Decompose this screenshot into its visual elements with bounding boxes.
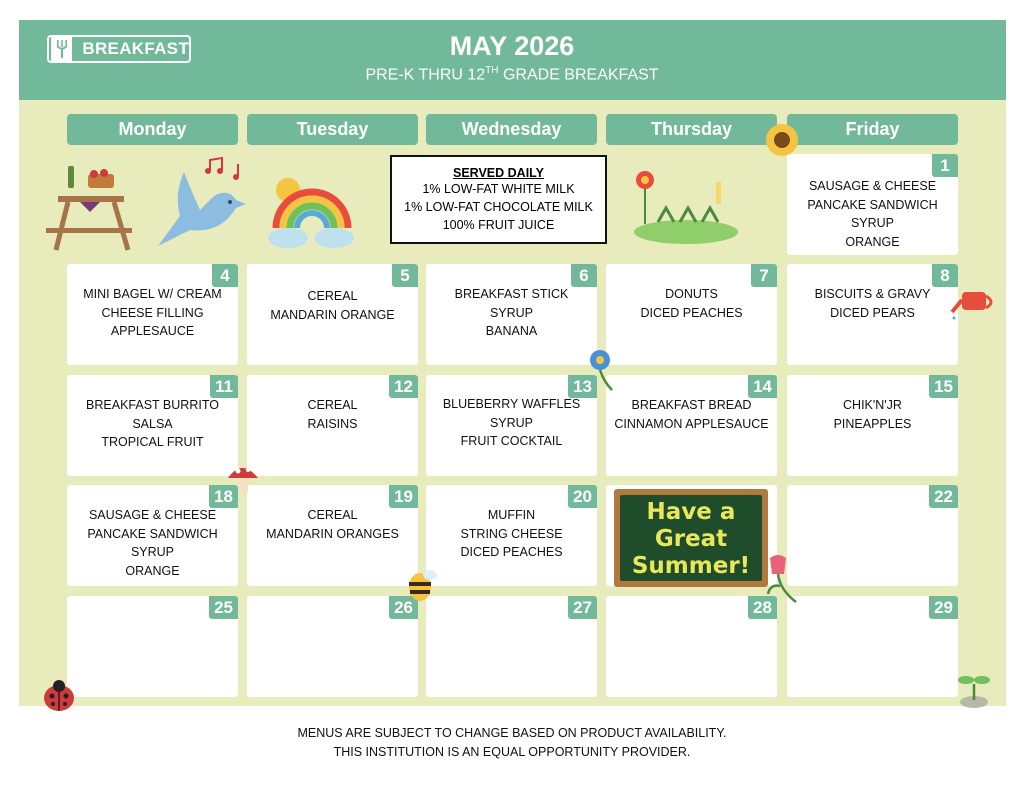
day-header-thursday: Thursday [606, 114, 777, 145]
footer-notice [0, 724, 1024, 761]
day-cell [787, 154, 958, 255]
music-notes-icon [204, 156, 246, 188]
day-number: 7 [751, 264, 777, 287]
day-cell [426, 596, 597, 697]
day-number: 27 [568, 596, 597, 619]
footer-line: MENUS ARE SUBJECT TO CHANGE BASED ON PRODUCT AVAILABILITY. [297, 726, 727, 740]
day-cell [426, 264, 597, 365]
menu-items [787, 177, 958, 251]
day-number: 19 [389, 485, 418, 508]
day-number: 15 [929, 375, 958, 398]
menu-item: SYRUP [489, 305, 534, 320]
menu-item: STRING CHEESE [460, 526, 563, 541]
day-cell [787, 375, 958, 476]
menu-item: MINI BAGEL W/ CREAM [83, 287, 222, 301]
menu-item: SYRUP [130, 545, 175, 559]
menu-item: DICED PEARS [830, 305, 915, 320]
menu-item: SAUSAGE & CHEESE [808, 179, 937, 193]
menu-item: ORANGE [125, 563, 180, 578]
day-cell [606, 375, 777, 476]
menu-item: MUFFIN [487, 508, 536, 522]
menu-items [426, 395, 597, 451]
bee-icon [400, 563, 440, 605]
menu-item: BREAKFAST BREAD [631, 398, 752, 412]
page-subtitle [0, 65, 1024, 84]
day-number: 28 [748, 596, 777, 619]
menu-item: CINNAMON APPLESAUCE [614, 416, 769, 431]
menu-item: BLUEBERRY WAFFLES [442, 397, 581, 411]
menu-items [247, 506, 418, 543]
menu-items [247, 287, 418, 324]
day-cell [606, 264, 777, 365]
menu-item: PANCAKE SANDWICH [807, 197, 938, 212]
menu-item: BANANA [485, 324, 538, 338]
menu-items [426, 506, 597, 562]
menu-item: BREAKFAST BURRITO [86, 398, 219, 412]
menu-item: SALSA [132, 416, 173, 431]
menu-item: BREAKFAST STICK [454, 287, 569, 301]
watering-can-icon [950, 282, 996, 322]
menu-items [247, 396, 418, 433]
chalkboard-text [620, 495, 762, 581]
day-cell [787, 485, 958, 586]
day-cell [67, 596, 238, 697]
served-daily-item: 1% LOW-FAT WHITE MILK [422, 182, 575, 196]
menu-item: SYRUP [850, 216, 895, 230]
menu-item: RAISINS [307, 416, 358, 431]
day-number: 18 [209, 485, 238, 508]
day-number: 29 [929, 596, 958, 619]
day-header-tuesday: Tuesday [247, 114, 418, 145]
ladybug-icon [38, 676, 80, 716]
page-title: MAY 2026 [449, 31, 575, 61]
menu-item: SYRUP [489, 415, 534, 430]
badge-label: BREAKFAST [82, 39, 189, 58]
mushroom-icon [226, 460, 260, 498]
served-daily-item: 1% LOW-FAT CHOCOLATE MILK [404, 200, 593, 214]
picnic-table-icon [44, 160, 136, 254]
menu-item: FRUIT COCKTAIL [460, 434, 563, 448]
day-cell [247, 375, 418, 476]
served-daily-box [390, 155, 607, 244]
day-cell [426, 375, 597, 476]
menu-item: ORANGE [845, 234, 900, 249]
menu-items [606, 396, 777, 433]
day-header-monday: Monday [67, 114, 238, 145]
day-number: 6 [571, 264, 597, 287]
day-number: 20 [568, 485, 597, 508]
day-cell [67, 375, 238, 476]
served-daily-item: 100% FRUIT JUICE [442, 218, 555, 232]
chalkboard-line: Summer! [631, 553, 751, 579]
served-daily-title: SERVED DAILY [452, 166, 544, 180]
tulip-icon [764, 554, 800, 606]
menu-item: MANDARIN ORANGE [270, 307, 395, 322]
menu-item: CEREAL [307, 508, 358, 522]
menu-item: SAUSAGE & CHEESE [88, 508, 217, 522]
menu-item: DICED PEACHES [460, 545, 563, 559]
day-number: 14 [748, 375, 777, 398]
menu-items [606, 285, 777, 322]
day-number: 11 [210, 375, 238, 398]
day-number: 4 [212, 264, 238, 287]
menu-items [787, 396, 958, 433]
day-number: 22 [929, 485, 958, 508]
menu-item: CHIK'N'JR [843, 398, 902, 412]
blue-flower-icon [586, 348, 622, 396]
day-number: 5 [392, 264, 418, 287]
menu-item: MANDARIN ORANGES [266, 526, 399, 541]
menu-items [67, 506, 238, 580]
day-cell [247, 264, 418, 365]
day-cell [606, 596, 777, 697]
day-cell [247, 596, 418, 697]
day-cell [787, 264, 958, 365]
flowers-icon [628, 162, 740, 254]
menu-items [426, 285, 597, 341]
menu-items [787, 285, 958, 322]
menu-item: CEREAL [307, 398, 358, 412]
chalkboard-sign [614, 489, 768, 587]
menu-item: PANCAKE SANDWICH [87, 526, 218, 541]
menu-items [67, 285, 238, 341]
day-cell [247, 485, 418, 586]
subtitle-part: PRE-K THRU 12 [365, 66, 486, 84]
rainbow-icon [262, 162, 358, 252]
day-number: 26 [389, 596, 418, 619]
chalkboard-line: Great [654, 526, 728, 552]
day-cell [67, 264, 238, 365]
day-number: 12 [389, 375, 418, 398]
subtitle-part: GRADE BREAKFAST [498, 66, 659, 84]
day-number: 1 [932, 154, 958, 177]
menu-item: DONUTS [665, 287, 718, 301]
menu-item: TROPICAL FRUIT [101, 435, 204, 449]
footer-line: THIS INSTITUTION IS AN EQUAL OPPORTUNITY PROVIDER. [333, 744, 691, 759]
day-cell [67, 485, 238, 586]
day-number: 13 [568, 375, 597, 398]
day-number: 25 [209, 596, 238, 619]
menu-item: DICED PEACHES [640, 305, 743, 320]
menu-item: BISCUITS & GRAVY [814, 287, 931, 301]
sprout-icon [954, 668, 994, 710]
subtitle-superscript: TH [485, 65, 499, 76]
day-cell [787, 596, 958, 697]
day-header-wednesday: Wednesday [426, 114, 597, 145]
menu-item: CEREAL [307, 289, 358, 303]
day-header-friday: Friday [787, 114, 958, 145]
day-cell [426, 485, 597, 586]
chalkboard-line: Have a [646, 499, 736, 525]
menu-item: APPLESAUCE [110, 324, 195, 338]
menu-items [67, 396, 238, 452]
day-number: 8 [932, 264, 958, 287]
menu-item: CHEESE FILLING [101, 305, 204, 320]
menu-item: PINEAPPLES [833, 416, 912, 431]
